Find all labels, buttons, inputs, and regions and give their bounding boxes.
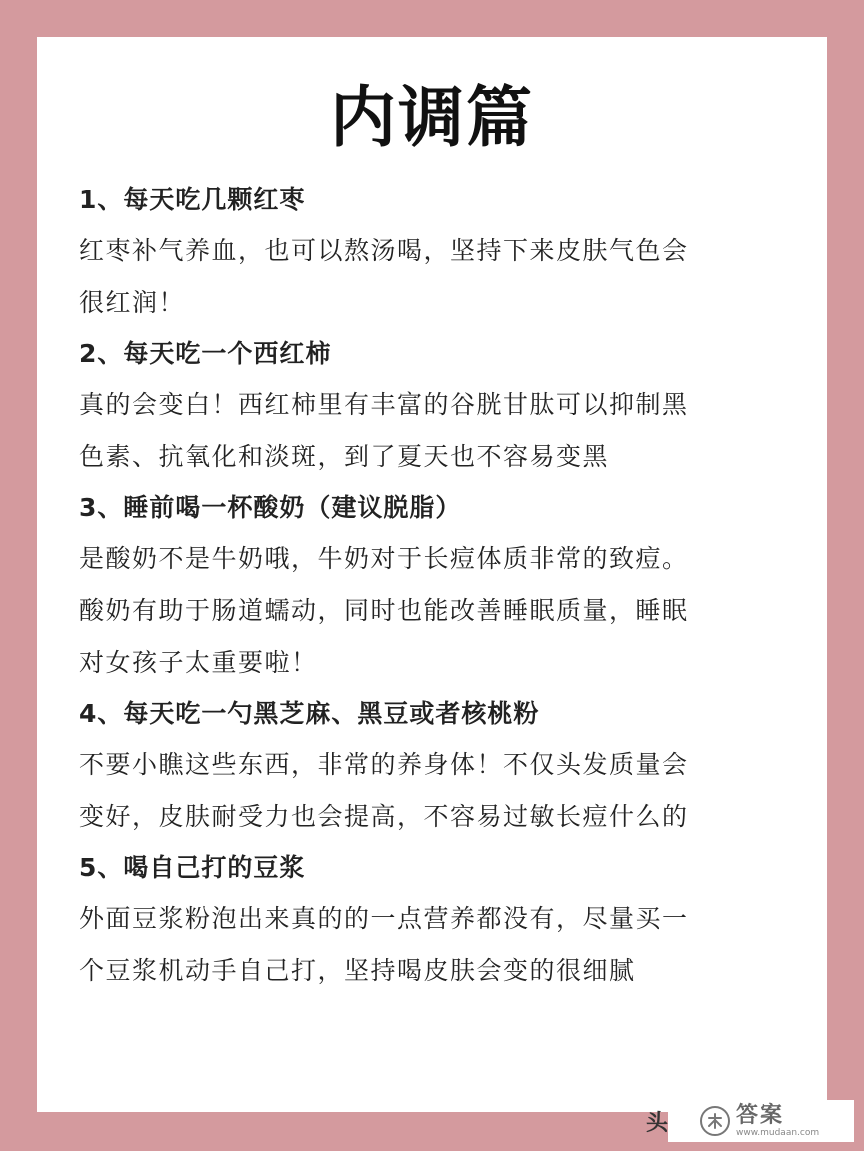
- item-body: [79, 893, 799, 997]
- watermark: [646, 1100, 854, 1142]
- body-line: 不要小瞧这些东西，非常的养身体！不仅头发质量会: [79, 750, 689, 779]
- list-item: [79, 483, 799, 689]
- watermark-text: [736, 1102, 820, 1138]
- item-heading: 3、睡前喝一杯酸奶（建议脱脂）: [79, 493, 462, 522]
- body-line: 变好，皮肤耐受力也会提高，不容易过敏长痘什么的: [79, 802, 689, 831]
- item-body: [79, 379, 799, 483]
- body-line: 个豆浆机动手自己打，坚持喝皮肤会变的很细腻: [79, 956, 636, 985]
- watermark-url: www.mudaan.com: [736, 1127, 820, 1138]
- list-item: [79, 175, 799, 329]
- body-line: 酸奶有助于肠道蠕动，同时也能改善睡眠质量，睡眠: [79, 596, 689, 625]
- item-body: [79, 533, 799, 689]
- list-item: [79, 843, 799, 997]
- body-line: 很红润！: [79, 288, 186, 317]
- watermark-partial-text: 头: [646, 1110, 669, 1136]
- item-heading: 1、每天吃几颗红枣: [79, 185, 306, 214]
- list-item: [79, 329, 799, 483]
- item-body: [79, 225, 799, 329]
- body-line: 对女孩子太重要啦！: [79, 648, 318, 677]
- body-line: 是酸奶不是牛奶哦，牛奶对于长痘体质非常的致痘。: [79, 544, 689, 573]
- watermark-name: 答案: [736, 1102, 785, 1128]
- body-line: 外面豆浆粉泡出来真的的一点营养都没有，尽量买一: [79, 904, 689, 933]
- page-title: 内调篇: [330, 79, 534, 156]
- item-body: [79, 739, 799, 843]
- list-item: [79, 689, 799, 843]
- mudaan-logo-icon: [700, 1106, 730, 1136]
- item-heading: 5、喝自己打的豆浆: [79, 853, 306, 882]
- body-line: 真的会变白！西红柿里有丰富的谷胱甘肽可以抑制黑: [79, 390, 689, 419]
- content-list: [79, 175, 799, 997]
- content-card: [37, 37, 827, 1112]
- item-heading: 2、每天吃一个西红柿: [79, 339, 332, 368]
- item-heading: 4、每天吃一勺黑芝麻、黑豆或者核桃粉: [79, 699, 540, 728]
- body-line: 色素、抗氧化和淡斑，到了夏天也不容易变黑: [79, 442, 610, 471]
- body-line: 红枣补气养血，也可以熬汤喝，坚持下来皮肤气色会: [79, 236, 689, 265]
